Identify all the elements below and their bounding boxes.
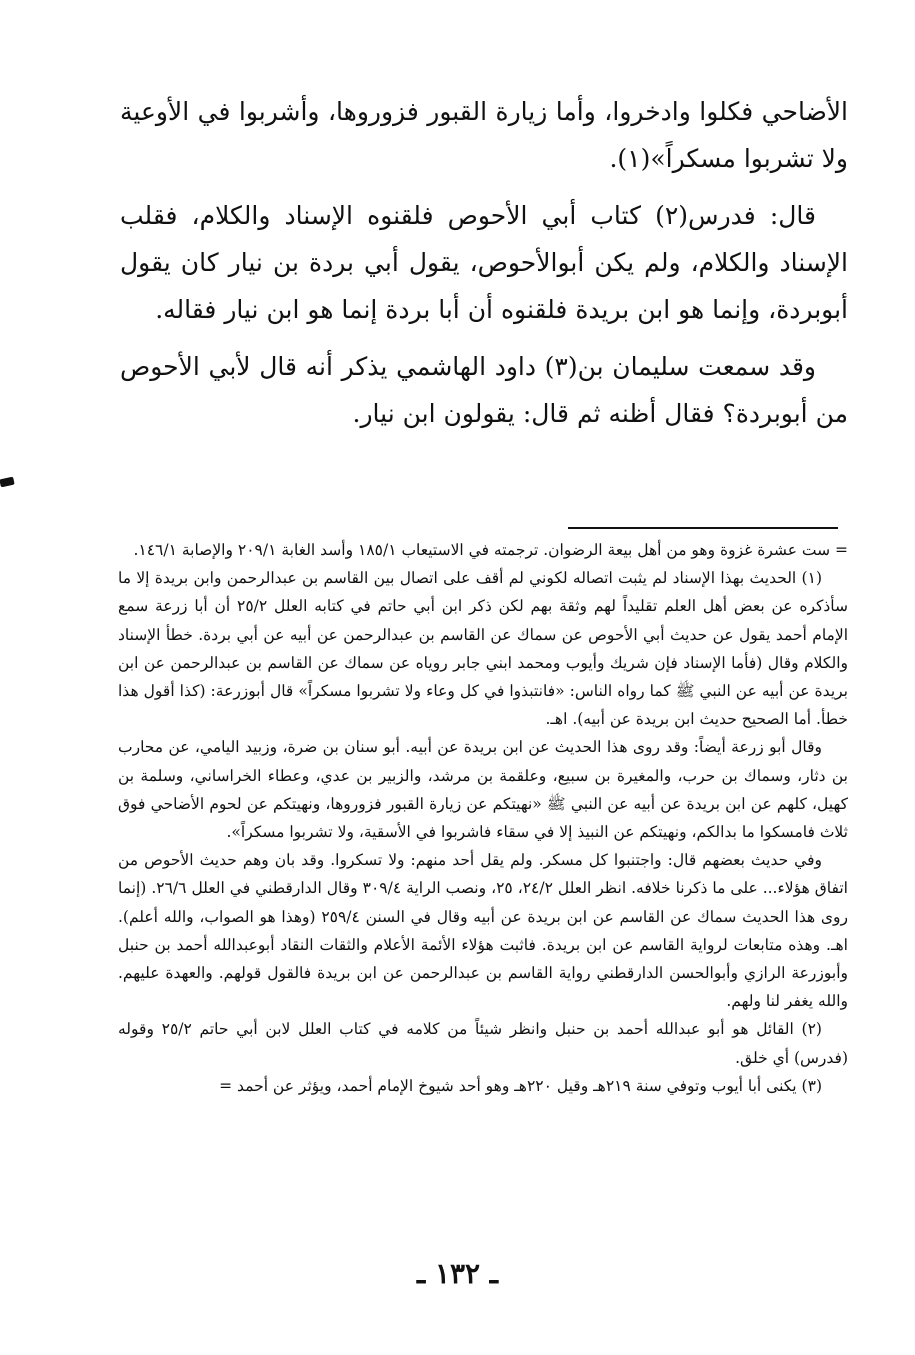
footnote-2: (٢) القائل هو أبو عبدالله أحمد بن حنبل وانظر شيئاً من كلامه في كتاب العلل لابن أبي حاتم ٢٥/٢ وقوله (فدرس) أي خلق. <box>118 1020 848 1067</box>
main-paragraph-3: وقد سمعت سليمان بن(٣) داود الهاشمي يذكر أنه قال لأبي الأحوص من أبوبردة؟ فقال أظنه ثم قال: يقولون ابن نيار. <box>120 352 848 428</box>
footnote-continuation: = ست عشرة غزوة وهو من أهل بيعة الرضوان. ترجمته في الاستيعاب ١٨٥/١ وأسد الغابة ٢٠٩/١ والإصابة ١٤٦/١. <box>133 541 848 559</box>
footnotes-section <box>118 536 848 1100</box>
footnote-1-continued-b: وفي حديث بعضهم قال: واجتنبوا كل مسكر. ولم يقل أحد منهم: ولا تسكروا. وقد بان وهم حديث الأحوص من اتفاق هؤلاء... على ما ذكرنا خلافه. انظر العلل ٢٤/٢، ٢٥، ونصب الراية ٣٠٩/٤ وقال الدارقطني في العلل ٢٦/٦. (إنما روى هذا الحديث سماك عن القاسم عن ابن بريدة عن أبيه وقال في السنن ٢٥٩/٤ (وهذا هو الصواب، والله أعلم). اهـ. وهذه متابعات لرواية القاسم عن ابن بريدة. فاثبت هؤلاء الأئمة الأعلام والثقات النقاد أبوعبدالله أحمد بن حنبل وأبوزرعة الرازي وأبوالحسن الدارقطني رواية القاسم بن عبدالرحمن عن ابن بريدة فالقول قولهم. والعهدة عليهم. والله يغفر لنا ولهم. <box>118 851 849 1011</box>
footnote-1: (١) الحديث بهذا الإسناد لم يثبت اتصاله لكوني لم أقف على اتصال بين القاسم بن عبدالرحمن وابن بريدة إلا ما سأذكره عن بعض أهل العلم تقليداً لهم وثقة بهم لكن ذكر ابن أبي حاتم في كتابه العلل ٢٥/٢ أن أبا زرعة سمع الإمام أحمد يقول عن حديث أبي الأحوص عن سماك عن القاسم بن عبدالرحمن عن أبيه عن أبي بردة. خطأ الإسناد والكلام وقال (فأما الإسناد فإن شريك وأيوب ومحمد ابني جابر روياه عن سماك عن القاسم بن عبدالرحمن عن ابن بريدة عن أبيه عن النبي ﷺ كما رواه الناس: «فانتبذوا في كل وعاء ولا تشربوا مسكراً» قال أبوزرعة: (كذا أقول هذا خطأ. أما الصحيح حديث ابن بريدة عن أبيه). اهـ. <box>118 569 849 729</box>
margin-mark <box>0 477 15 488</box>
main-paragraph-2: قال: فدرس(٢) كتاب أبي الأحوص فلقنوه الإسناد والكلام، فقلب الإسناد والكلام، ولم يكن أبوالأحوص، يقول أبي بردة بن نيار كان يقول أبوبردة، وإنما هو ابن بريدة فلقنوه أن أبا بردة إنما هو ابن نيار فقاله. <box>120 201 848 324</box>
footnote-1-continued-a: وقال أبو زرعة أيضاً: وقد روى هذا الحديث عن ابن بريدة عن أبيه. أبو سنان بن ضرة، وزبيد اليامي، عن محارب بن دثار، وسماك بن حرب، والمغيرة بن سبيع، وعلقمة بن مرشد، والزبير بن عدي، وعطاء الخراساني، وسلمة بن كهيل، كلهم عن ابن بريدة عن أبيه عن النبي ﷺ «نهيتكم عن زيارة القبور فزوروها، ونهيتكم عن لحوم الأضاحي فوق ثلاث فامسكوا ما بدالكم، ونهيتكم عن النبيذ إلا في سقاء فاشربوا في الأسقية، ولا تشربوا مسكراً». <box>118 738 848 842</box>
main-text-body <box>120 88 848 447</box>
main-paragraph-1: الأضاحي فكلوا وادخروا، وأما زيارة القبور فزوروها، وأشربوا في الأوعية ولا تشربوا مسكراً»(١). <box>120 97 848 173</box>
page-number: ـ ١٣٢ ـ <box>416 1257 499 1290</box>
footnote-separator <box>568 527 838 529</box>
footnote-3: (٣) يكنى أبا أيوب وتوفي سنة ٢١٩هـ وقيل ٢٢٠هـ وهو أحد شيوخ الإمام أحمد، ويؤثر عن أحمد = <box>219 1076 822 1095</box>
